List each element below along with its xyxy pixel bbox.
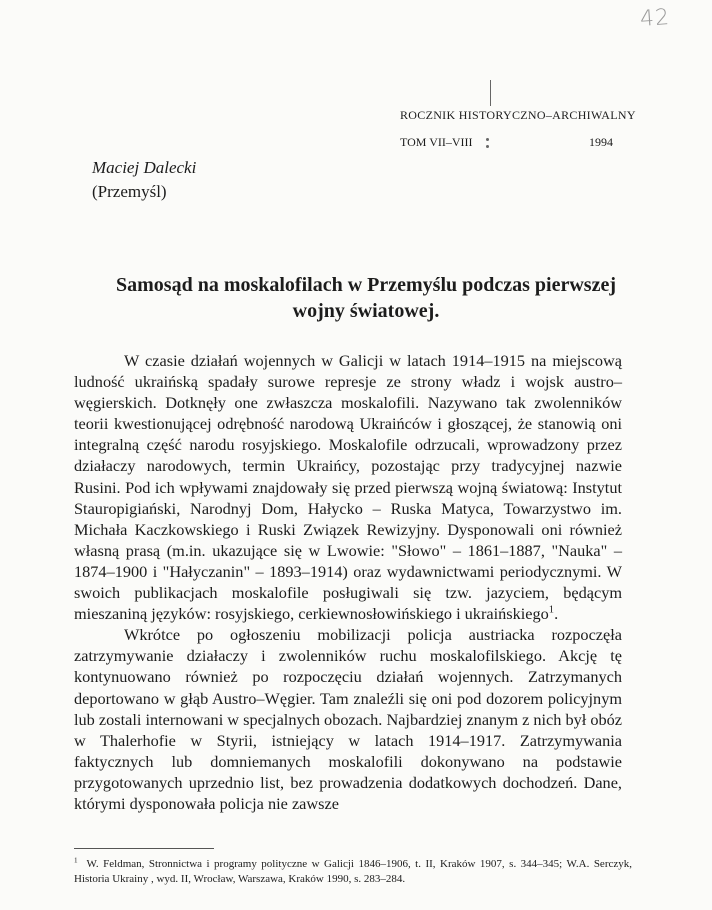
handwritten-page-number: 42 [639, 4, 671, 33]
footnote-divider [74, 848, 214, 849]
author-affiliation: (Przemyśl) [92, 182, 167, 201]
footnote-reference: 1 [548, 604, 555, 616]
scan-mark [486, 145, 489, 148]
author-name: Maciej Dalecki [92, 158, 197, 177]
paragraph: W czasie działań wojennych w Galicji w latach 1914–1915 na miejscową ludność ukraińską spadały surowe represje ze strony władz i wojsk austro–węgierskich. Dotknęły one zwłaszcza moskalofili. Nazywano tak zwolenników teorii kwestionującej odrębność narodową Ukraińców i głoszącej, że stanowią oni integralną część narodu rosyjskiego. Moskalofile odrzucali, wprowadzony przez działaczy narodowych, termin Ukraińcy, pozostając przy tradycyjnej nazwie Rusini. Pod ich wpływami znajdowały się przed pierwszą wojną światową: Instytut Stauropigiański, Narodnyj Dom, Hałycko – Ruska Matyca, Towarzystwo im. Michała Kaczkowskiego i Ruski Związek Rewizyjny. Dysponowali oni również własną prasą (m.in. ukazujące się w Lwowie: "Słowo" – 1861–1887, "Nauka" – 1874–1900 i "Hałyczanin" – 1893–1914) oraz wydawnictwami periodycznymi. W swoich publikacjach moskalofile posługiwali się tzw. jazyciem, będącym mieszaniną języków: rosyjskiego, cerkiewnosłowińskiego i ukraińskiego$^1$. [74, 351, 622, 624]
footnote-text: W. Feldman, Stronnictwa i programy polityczne w Galicji 1846–1906, t. II, Kraków 1907, s. 344–345; W.A. Serczyk, Historia Ukrainy , wyd. II, Wrocław, Warszawa, Kraków 1990, s. 283–284. [74, 858, 632, 885]
publication-year: 1994 [589, 135, 613, 149]
scan-mark [486, 138, 489, 141]
footnote-marker: 1 [74, 856, 78, 865]
volume-label: TOM VII–VIII [400, 135, 473, 149]
paragraph-text: Wkrótce po ogłoszeniu mobilizacji policja austriacka rozpoczęła zatrzymywanie działaczy i zwolenników ruchu moskalofilskiego. Akcję tę kontynuowano również po rozpoczęciu działań wojennych. Zatrzymanych deportowano w głąb Austro–Węgier. Tam znaleźli się oni pod dozorem policyjnym lub zostali internowani w specjalnych obozach. Najbardziej znanym z nich był obóz w Thalerhofie w Styrii, istniejący w latach 1914–1917. Zatrzymywania faktycznych lub domniemanych moskalofili dokonywano na podstawie przygotowanych uprzednio list, bez prowadzenia dodatkowych dochodzeń. Dane, którymi dysponowała policja nie zawsze [74, 625, 622, 813]
journal-name: ROCZNIK HISTORYCZNO–ARCHIWALNY [400, 108, 636, 122]
article-body [74, 350, 622, 814]
paragraph [74, 624, 622, 814]
footnote [74, 857, 632, 887]
article-title: Samosąd na moskalofilach w Przemyślu podczas pierwszej wojny światowej. [116, 274, 616, 322]
scan-mark [490, 80, 491, 106]
paragraph-text: W czasie działań wojennych w Galicji w latach 1914–1915 na miejscową ludność ukraińską spadały surowe represje ze strony władz i wojsk austro–węgierskich. Dotknęły one zwłaszcza moskalofili. Nazywano tak zwolenników teorii kwestionującej odrębność narodową Ukraińców i głoszącej, że stanowią oni integralną część narodu rosyjskiego. Moskalofile odrzucali, wprowadzony przez działaczy narodowych, termin Ukraińcy, pozostając przy tradycyjnej nazwie Rusini. Pod ich wpływami znajdowały się przed pierwszą wojną światową: Instytut Stauropigiański, Narodnyj Dom, Hałycko – Ruska Matyca, Towarzystwo im. Michała Kaczkowskiego i Ruski Związek Rewizyjny. Dysponowali oni również własną prasą (m.in. ukazujące się w Lwowie: "Słowo" – 1861–1887, "Nauka" – 1874–1900 i "Hałyczanin" – 1893–1914) oraz wydawnictwami periodycznymi. W swoich publikacjach moskalofile posługiwali się tzw. jazyciem, będącym mieszaniną języków: rosyjskiego, cerkiewnosłowińskiego i ukraińskiego [74, 351, 622, 624]
